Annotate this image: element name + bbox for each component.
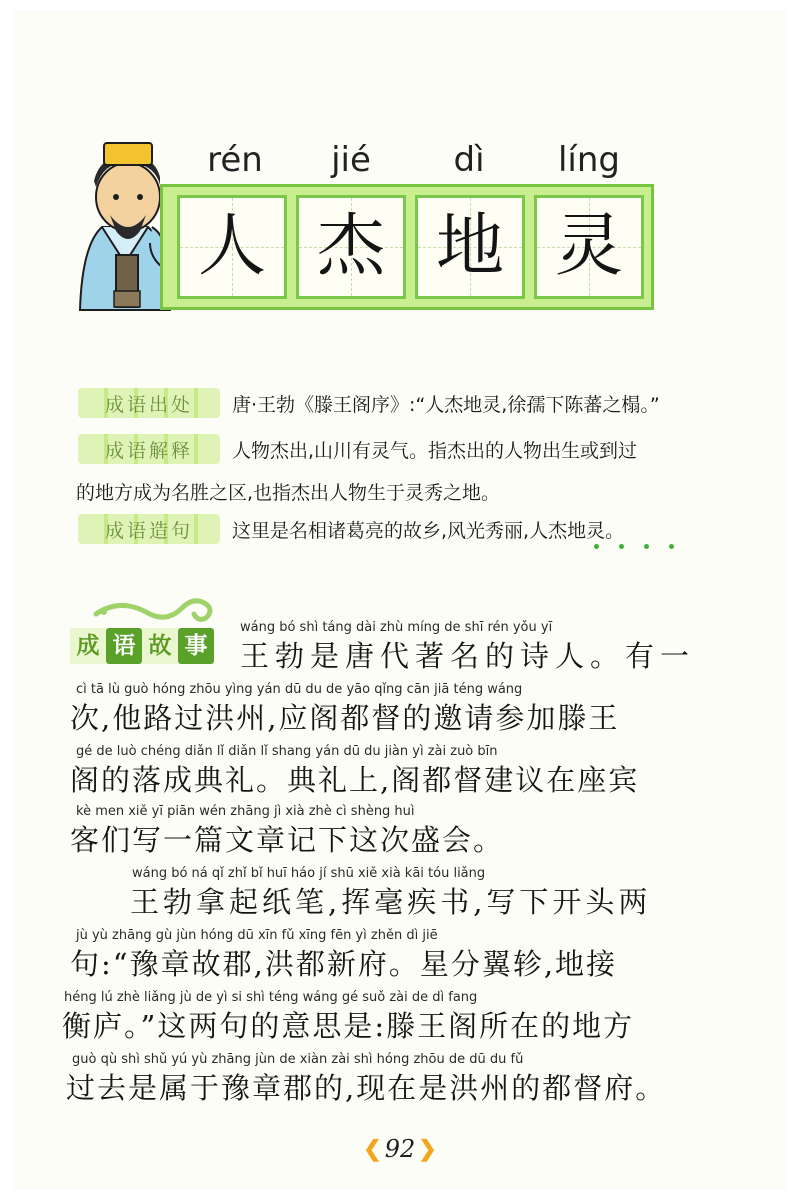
- meaning-text-line-1: 人物杰出,山川有灵气。指杰出的人物出生或到过: [232, 440, 638, 462]
- title-char-1: 人: [197, 207, 266, 286]
- source-tag: 成语出处: [78, 388, 220, 418]
- sentence-text: 这里是名相诸葛亮的故乡,风光秀丽,人杰地灵。: [232, 520, 625, 542]
- story-pinyin-6: jù yù zhāng gù jùn hóng dū xīn fǔ xīng fēn yì zhěn dì jiē: [76, 928, 438, 943]
- story-line-2: 次,他路过洪州,应阁都督的邀请参加滕王: [70, 701, 620, 735]
- sentence-tag: 成语造句: [78, 514, 220, 544]
- chevron-right-icon: ❯: [418, 1136, 437, 1162]
- title-grid: [160, 184, 654, 310]
- title-cell-2: [296, 195, 406, 299]
- story-line-3: 阁的落成典礼。典礼上,阁都督建议在座宾: [70, 763, 640, 797]
- story-line-6: 句:“豫章故郡,洪都新府。星分翼轸,地接: [70, 947, 618, 981]
- title-pinyin-3: dì: [453, 140, 485, 180]
- title-cell-1: [177, 195, 287, 299]
- story-line-1: 王勃是唐代著名的诗人。有一: [240, 639, 696, 673]
- story-pinyin-3: gé de luò chéng diǎn lǐ diǎn lǐ shang yán dū du jiàn yì zài zuò bīn: [76, 744, 498, 759]
- chevron-left-icon: ❮: [363, 1136, 382, 1162]
- swirl-ornament: [90, 588, 220, 628]
- title-pinyin-2: jié: [331, 140, 371, 180]
- title-cell-4: [534, 195, 644, 299]
- title-cell-3: [415, 195, 525, 299]
- story-tag: [70, 628, 214, 664]
- story-line-4: 客们写一篇文章记下这次盛会。: [70, 823, 505, 857]
- story-tag-char-2: 语: [106, 628, 142, 664]
- title-pinyin-1: rén: [207, 140, 263, 180]
- story-line-8: 过去是属于豫章郡的,现在是洪州的都督府。: [66, 1071, 667, 1105]
- story-pinyin-7: héng lú zhè liǎng jù de yì si shì téng wáng gé suǒ zài de dì fang: [64, 990, 478, 1005]
- story-pinyin-1: wáng bó shì táng dài zhù míng de shī rén yǒu yī: [240, 620, 553, 635]
- story-tag-char-3: 故: [142, 628, 178, 664]
- story-tag-char-4: 事: [178, 628, 214, 664]
- source-text: 唐·王勃《滕王阁序》:“人杰地灵,徐孺下陈蕃之榻。”: [232, 394, 660, 416]
- story-pinyin-8: guò qù shì shǔ yú yù zhāng jùn de xiàn zài shì hóng zhōu de dū du fǔ: [72, 1052, 524, 1067]
- title-char-3: 地: [435, 207, 504, 286]
- title-char-2: 杰: [316, 207, 385, 286]
- story-pinyin-5: wáng bó ná qǐ zhǐ bǐ huī háo jí shū xiě xià kāi tóu liǎng: [132, 866, 486, 881]
- story-line-5: 王勃拿起纸笔,挥毫疾书,写下开头两: [130, 885, 652, 919]
- story-line-7: 衡庐。”这两句的意思是:滕王阁所在的地方: [62, 1009, 635, 1043]
- meaning-tag: 成语解释: [78, 434, 220, 464]
- emphasis-dots: [594, 544, 674, 550]
- story-pinyin-2: cì tā lù guò hóng zhōu yìng yán dū du de yāo qǐng cān jiā téng wáng: [76, 682, 523, 697]
- story-pinyin-4: kè men xiě yī piān wén zhāng jì xià zhè cì shèng huì: [76, 804, 415, 819]
- meaning-text-line-2: 的地方成为名胜之区,也指杰出人物生于灵秀之地。: [76, 482, 501, 504]
- title-char-4: 灵: [554, 207, 623, 286]
- story-tag-char-1: 成: [70, 628, 106, 664]
- title-pinyin-4: líng: [557, 140, 621, 180]
- page-number-text: 92: [384, 1135, 416, 1163]
- page-number: [362, 1133, 438, 1165]
